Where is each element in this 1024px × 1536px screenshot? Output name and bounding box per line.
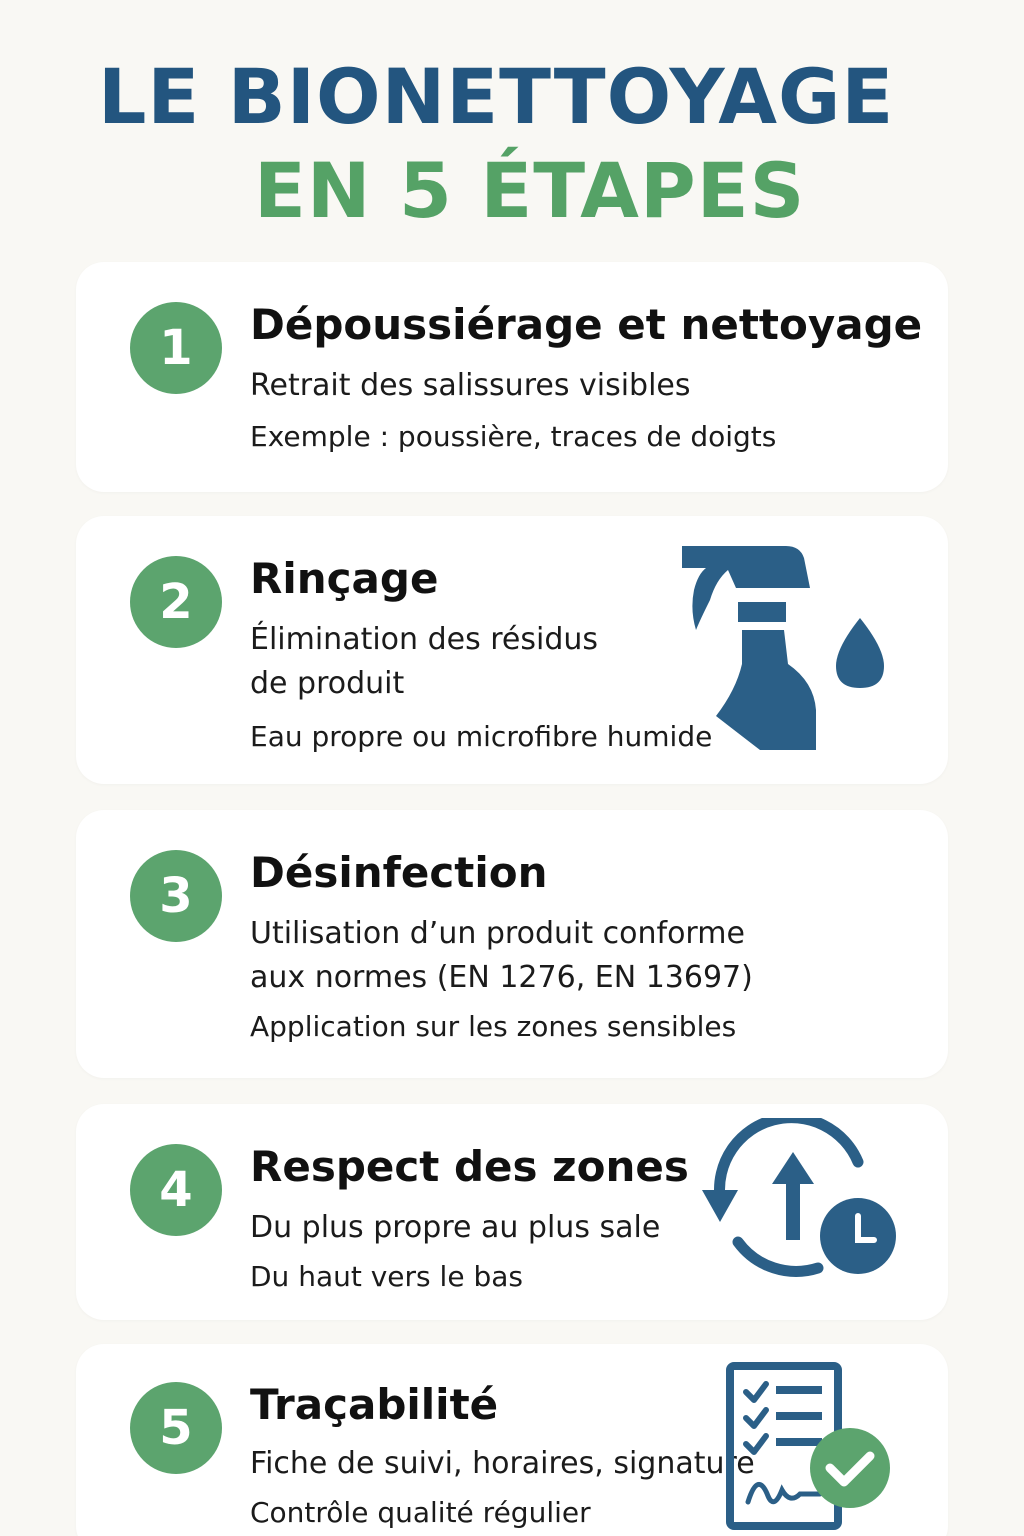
- step-card-5: [76, 1344, 948, 1536]
- cycle-arrow-clock-icon: [698, 1118, 904, 1282]
- step-description-line-1: Élimination des résidus: [250, 622, 599, 657]
- step-number-badge: 4: [130, 1144, 222, 1236]
- step-note: Application sur les zones sensibles: [250, 1010, 737, 1043]
- step-description-line-2: aux normes (EN 1276, EN 13697): [250, 960, 753, 995]
- step-number-badge: 3: [130, 850, 222, 942]
- step-number-badge: 2: [130, 556, 222, 648]
- step-number-badge: 1: [130, 302, 222, 394]
- step-description-line-1: Utilisation d’un produit conforme: [250, 916, 745, 951]
- step-card-1: [76, 262, 948, 492]
- step-description: Retrait des salissures visibles: [250, 368, 691, 403]
- checklist-signature-icon: [724, 1360, 896, 1536]
- step-title: Traçabilité: [250, 1380, 499, 1429]
- step-card-2: [76, 516, 948, 784]
- step-note: Contrôle qualité régulier: [250, 1496, 591, 1529]
- step-title: Dépoussiérage et nettoyage: [250, 300, 923, 349]
- step-description-line-2: de produit: [250, 666, 405, 701]
- step-title: Désinfection: [250, 848, 548, 897]
- step-note: Du haut vers le bas: [250, 1260, 523, 1293]
- step-description: Fiche de suivi, horaires, signature: [250, 1446, 755, 1481]
- step-title: Rinçage: [250, 554, 439, 603]
- step-title: Respect des zones: [250, 1142, 689, 1191]
- step-note: Eau propre ou microfibre humide: [250, 720, 713, 753]
- step-card-3: [76, 810, 948, 1078]
- step-description: Du plus propre au plus sale: [250, 1210, 661, 1245]
- step-number-badge: 5: [130, 1382, 222, 1474]
- step-note: Exemple : poussière, traces de doigts: [250, 420, 777, 453]
- spray-bottle-icon: [676, 540, 896, 756]
- title-line-1: LE BIONETTOYAGE: [98, 52, 895, 141]
- step-card-4: [76, 1104, 948, 1320]
- title-line-2: EN 5 ÉTAPES: [254, 146, 806, 235]
